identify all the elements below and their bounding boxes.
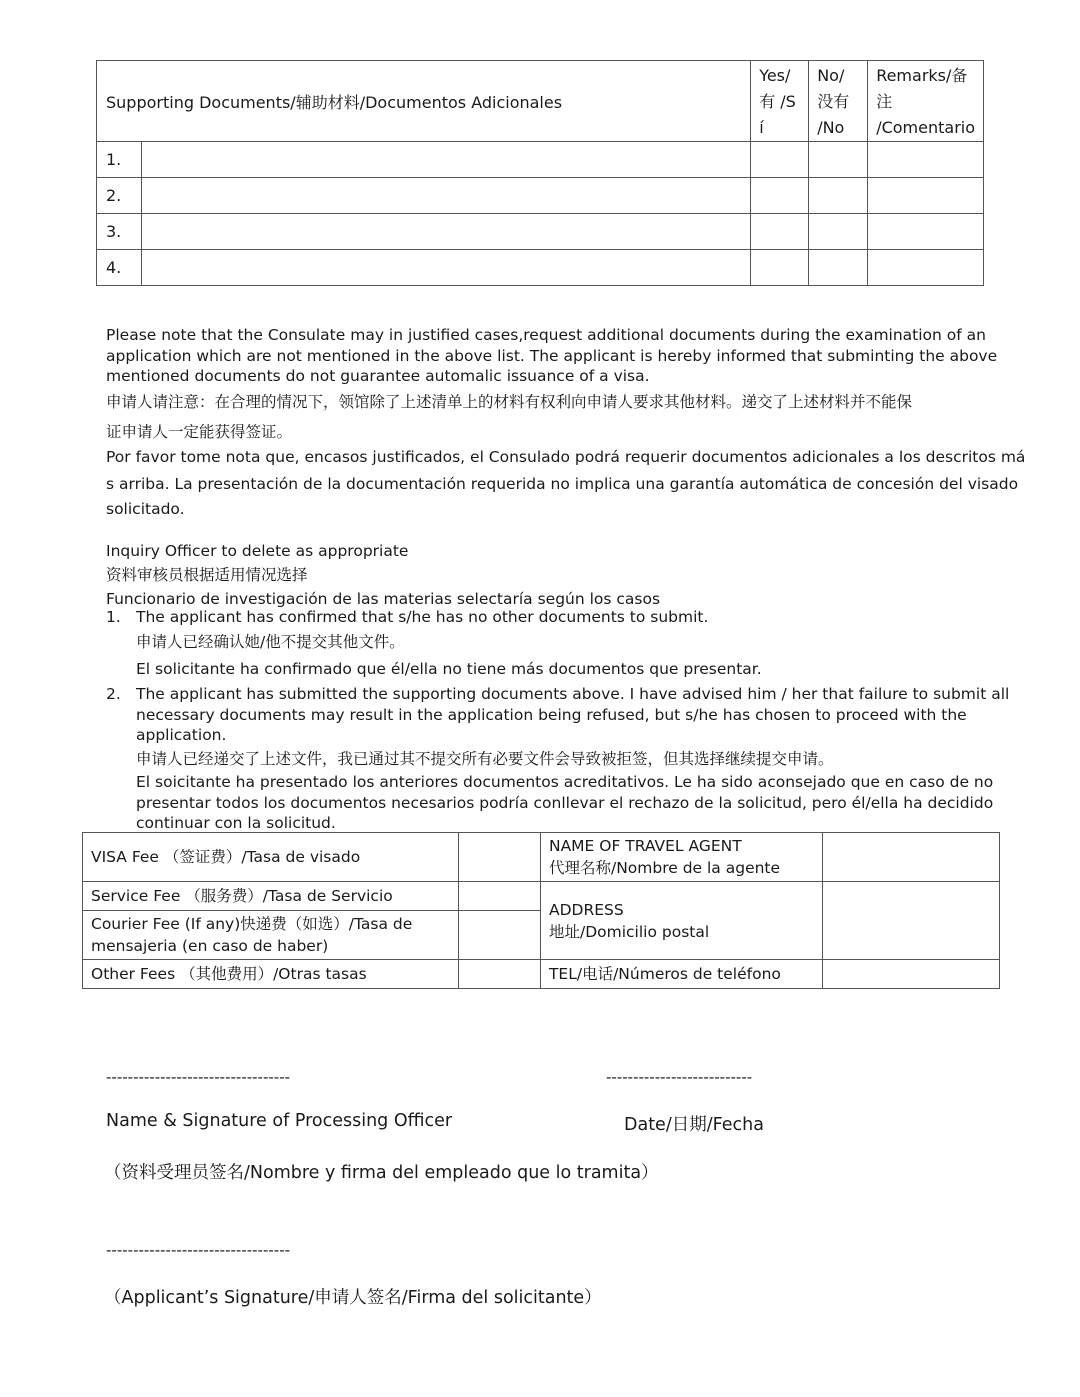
- option-1-text: [136, 607, 762, 680]
- option-2-en-line: The applicant has submitted the supporting documents above. I have advised him / her that failure to submit all: [136, 685, 1010, 703]
- notice-spanish: [106, 444, 1025, 520]
- service-fee-label: Service Fee （服务费）/Tasa de Servicio: [83, 882, 459, 911]
- address-field[interactable]: [823, 882, 1000, 960]
- row-number: 2.: [97, 178, 142, 214]
- address-label-line: ADDRESS: [548, 900, 624, 919]
- option-2-es-line: presentar todos los documentos necesarios podría conllevar el rechazo de la solicitud, pero él/ella ha decidido: [136, 793, 994, 812]
- supporting-documents-header: [97, 61, 751, 142]
- document-entry-field[interactable]: [142, 178, 751, 214]
- document-row: [97, 178, 984, 214]
- courier-fee-label-line: mensajeria (en caso de haber): [91, 937, 329, 955]
- courier-fee-field[interactable]: [459, 911, 541, 960]
- row-number: 3.: [97, 214, 142, 250]
- option-2-es-line: continuar con la solicitud.: [136, 814, 336, 832]
- travel-agent-label-line: 代理名称/Nombre de la agente: [548, 859, 781, 877]
- supporting-documents-header-label: Supporting Documents/辅助材料/Documentos Adicionales: [106, 92, 563, 112]
- no-header-line: No/: [817, 66, 845, 85]
- notice-en-line: Please note that the Consulate may in justified cases,request additional documents during the examination of an: [106, 326, 986, 344]
- notice-es-line: Por favor tome nota que, encasos justificados, el Consulado podrá requerir documentos adicionales a los descritos má: [106, 448, 1026, 466]
- notice-en-line: mentioned documents do not guarantee automalic issuance of a visa.: [106, 367, 650, 385]
- other-fees-label: Other Fees （其他费用）/Otras tasas: [83, 960, 459, 989]
- document-row: [97, 250, 984, 286]
- supporting-documents-table: [96, 60, 984, 286]
- remarks-column-header: [868, 61, 984, 142]
- document-entry-field[interactable]: [142, 142, 751, 178]
- applicant-signature-label: （Applicant’s Signature/申请人签名/Firma del solicitante）: [104, 1288, 602, 1308]
- no-checkbox-cell[interactable]: [809, 214, 868, 250]
- other-fees-field[interactable]: [459, 960, 541, 989]
- officer-instruction-es: Funcionario de investigación de las materias selectaría según los casos: [106, 590, 661, 608]
- remarks-header-line: /Comentario: [876, 118, 975, 137]
- option-1-es: El solicitante ha confirmado que él/ella no tiene más documentos que presentar.: [136, 660, 762, 678]
- no-checkbox-cell[interactable]: [809, 178, 868, 214]
- no-checkbox-cell[interactable]: [809, 250, 868, 286]
- option-2-en-line: application.: [136, 726, 227, 744]
- document-entry-field[interactable]: [142, 250, 751, 286]
- yes-header-line: 有 /S: [759, 92, 796, 111]
- option-2-text: [136, 684, 1009, 834]
- service-fee-field[interactable]: [459, 882, 541, 911]
- yes-header-line: í: [759, 118, 764, 137]
- applicant-signature-line[interactable]: ----------------------------------: [106, 1241, 291, 1259]
- option-1-zh: 申请人已经确认她/他不提交其他文件。: [136, 632, 405, 651]
- docs-table-header: [97, 61, 984, 142]
- option-2-number[interactable]: 2.: [106, 685, 121, 703]
- option-1-en: The applicant has confirmed that s/he has no other documents to submit.: [136, 608, 709, 626]
- notice-zh-line: 申请人请注意：在合理的情况下，领馆除了上述清单上的材料有权利向申请人要求其他材料。递交了上述材料并不能保: [106, 393, 913, 411]
- yes-header-line: Yes/: [759, 66, 791, 85]
- fees-row-visa: [83, 833, 1000, 882]
- option-2-en-line: necessary documents may result in the application being refused, but s/he has chosen to proceed with the: [136, 705, 967, 724]
- no-checkbox-cell[interactable]: [809, 142, 868, 178]
- remarks-field[interactable]: [868, 178, 984, 214]
- officer-signature-sublabel: （资料受理员签名/Nombre y firma del empleado que lo tramita）: [104, 1163, 659, 1183]
- yes-checkbox-cell[interactable]: [751, 214, 809, 250]
- courier-fee-label: [83, 911, 459, 960]
- remarks-field[interactable]: [868, 214, 984, 250]
- date-label: Date/日期/Fecha: [624, 1115, 764, 1135]
- fees-and-agent-table: [82, 832, 1000, 989]
- address-label-line: 地址/Domicilio postal: [548, 922, 710, 941]
- telephone-label: TEL/电话/Números de teléfono: [540, 960, 822, 989]
- notice-zh-line: 证申请人一定能获得签证。: [106, 423, 293, 441]
- row-number: 1.: [97, 142, 142, 178]
- yes-column-header: [751, 61, 809, 142]
- fees-row-service: [83, 882, 1000, 911]
- yes-checkbox-cell[interactable]: [751, 250, 809, 286]
- document-row: [97, 142, 984, 178]
- visa-fee-field[interactable]: [459, 833, 541, 882]
- yes-checkbox-cell[interactable]: [751, 142, 809, 178]
- remarks-field[interactable]: [868, 250, 984, 286]
- remarks-field[interactable]: [868, 142, 984, 178]
- courier-fee-label-line: Courier Fee (If any)快递费（如选）/Tasa de: [91, 915, 413, 933]
- officer-signature-line[interactable]: ----------------------------------: [106, 1068, 291, 1086]
- yes-checkbox-cell[interactable]: [751, 178, 809, 214]
- address-label: [540, 882, 822, 960]
- no-column-header: [809, 61, 868, 142]
- notice-es-line: solicitado.: [106, 500, 185, 518]
- fees-row-other: [83, 960, 1000, 989]
- option-2-es-line: El soicitante ha presentado los anteriores documentos acreditativos. Le ha sido aconsejado que en caso de no: [136, 773, 994, 791]
- notice-chinese: [106, 387, 912, 447]
- travel-agent-label-line: NAME OF TRAVEL AGENT: [548, 837, 742, 855]
- option-1-number[interactable]: 1.: [106, 608, 121, 626]
- option-2-zh: 申请人已经递交了上述文件，我已通过其不提交所有必要文件会导致被拒签，但其选择继续提交申请。: [136, 749, 834, 768]
- travel-agent-field[interactable]: [823, 833, 1000, 882]
- notice-english: [106, 325, 997, 387]
- no-header-line: 没有: [817, 92, 850, 111]
- notice-en-line: application which are not mentioned in the above list. The applicant is hereby informed that subminting the above: [106, 346, 998, 365]
- officer-signature-label: Name & Signature of Processing Officer: [106, 1111, 453, 1131]
- document-entry-field[interactable]: [142, 214, 751, 250]
- telephone-field[interactable]: [823, 960, 1000, 989]
- remarks-header-line: 注: [876, 92, 893, 111]
- officer-instruction-zh: 资料审核员根据适用情况选择: [106, 566, 308, 584]
- visa-fee-label: VISA Fee （签证费）/Tasa de visado: [83, 833, 459, 882]
- officer-instructions: [106, 539, 660, 611]
- row-number: 4.: [97, 250, 142, 286]
- no-header-line: /No: [817, 118, 845, 137]
- document-row: [97, 214, 984, 250]
- officer-instruction-en: Inquiry Officer to delete as appropriate: [106, 542, 409, 560]
- notice-es-line: s arriba. La presentación de la documentación requerida no implica una garantía automática de concesión del visado: [106, 475, 1019, 493]
- date-line[interactable]: ---------------------------: [606, 1068, 753, 1086]
- travel-agent-label: [540, 833, 822, 882]
- remarks-header-line: Remarks/备: [876, 66, 968, 85]
